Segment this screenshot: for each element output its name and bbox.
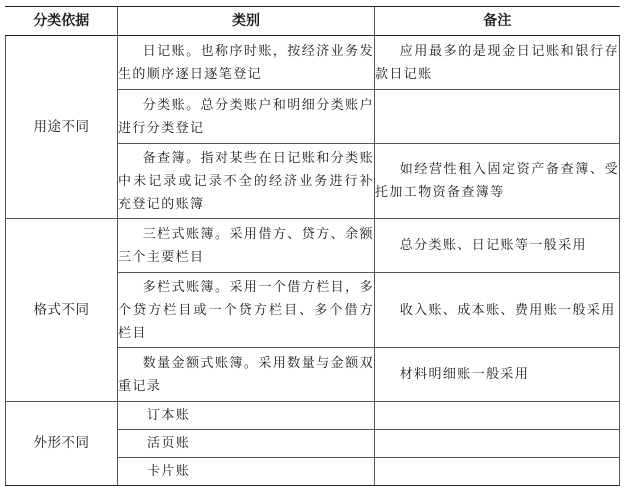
category-cell: 三栏式账簿。采用借方、贷方、余额三个主要栏目: [118, 219, 375, 273]
header-note: 备注: [375, 7, 620, 36]
category-cell: 备查簿。指对某些在日记账和分类账中未记录或记录不全的经济业务进行补充登记的账簿: [118, 144, 375, 219]
ledger-classification-table: [5, 6, 620, 486]
category-cell: 订本账: [118, 402, 375, 430]
note-cell: 收入账、成本账、费用账一般采用: [375, 273, 620, 348]
note-cell: [375, 90, 620, 144]
note-cell: 如经营性租入固定资产备查簿、受托加工物资备查簿等: [375, 144, 620, 219]
header-basis: 分类依据: [6, 7, 118, 36]
note-cell: 材料明细账一般采用: [375, 348, 620, 402]
table-bottom-rule: [5, 485, 619, 486]
category-cell: 多栏式账簿。采用一个借方栏目，多个贷方栏目或一个贷方栏目、多个借方栏目: [118, 273, 375, 348]
table-row: [6, 219, 620, 273]
basis-cell-usage: 用途不同: [6, 36, 118, 219]
note-cell: [375, 458, 620, 486]
category-cell: 日记账。也称序时账，按经济业务发生的顺序逐日逐笔登记: [118, 36, 375, 90]
table-header-row: [6, 7, 620, 36]
category-cell: 活页账: [118, 430, 375, 458]
category-cell: 卡片账: [118, 458, 375, 486]
basis-cell-shape: 外形不同: [6, 402, 118, 486]
basis-cell-format: 格式不同: [6, 219, 118, 402]
table-row: [6, 402, 620, 430]
category-cell: 分类账。总分类账户和明细分类账户进行分类登记: [118, 90, 375, 144]
note-cell: 应用最多的是现金日记账和银行存款日记账: [375, 36, 620, 90]
note-cell: [375, 430, 620, 458]
note-cell: [375, 402, 620, 430]
header-category: 类别: [118, 7, 375, 36]
table-row: [6, 36, 620, 90]
category-cell: 数量金额式账簿。采用数量与金额双重记录: [118, 348, 375, 402]
table-top-rule: [5, 6, 619, 7]
note-cell: 总分类账、日记账等一般采用: [375, 219, 620, 273]
